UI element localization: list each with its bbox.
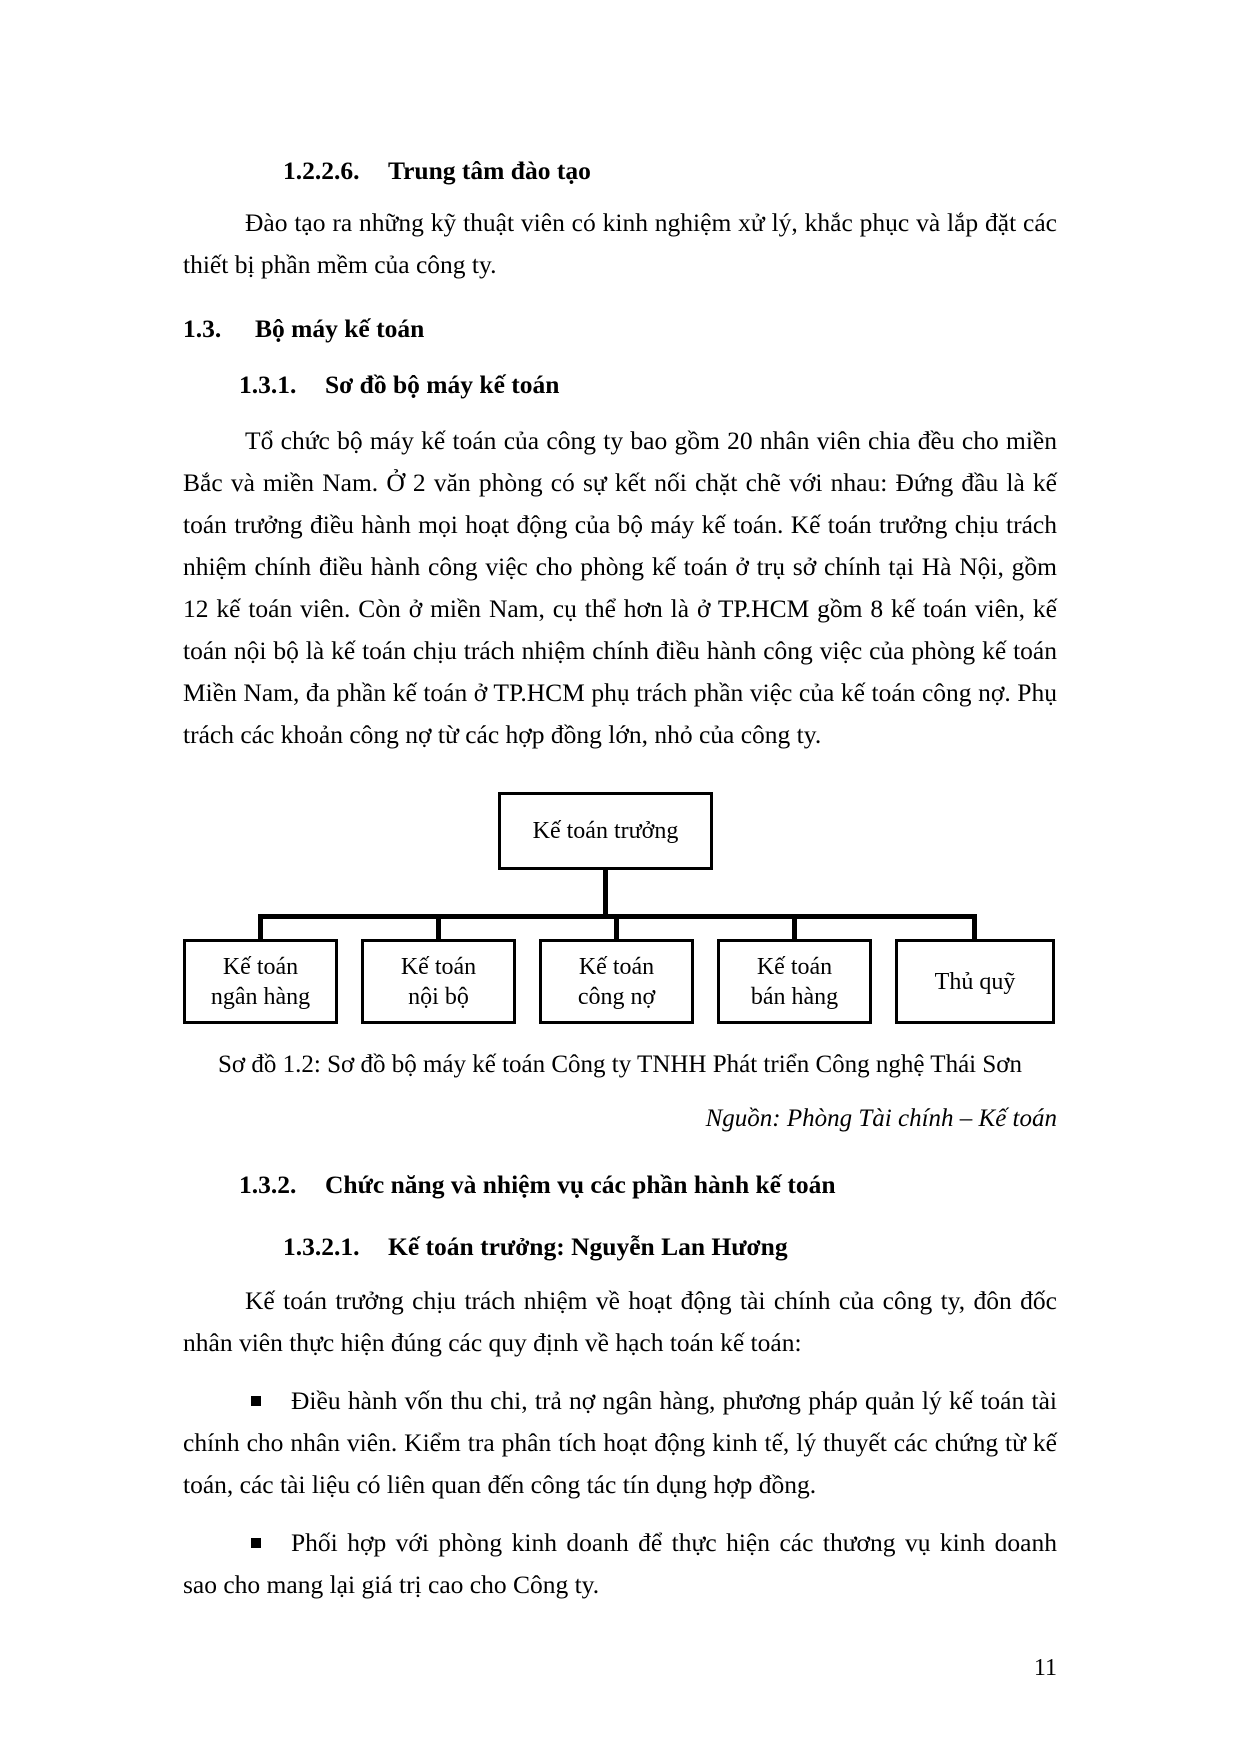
chart-caption: Sơ đồ 1.2: Sơ đồ bộ máy kế toán Công ty TNHH Phát triển Công nghệ Thái Sơn (218, 1051, 1022, 1078)
org-chart (183, 792, 1057, 1024)
org-node-bank-accounting-line2: ngân hàng (210, 983, 311, 1010)
org-node-treasurer-line1: Thủ quỹ (934, 968, 1016, 995)
heading-1-3-number: 1.3. (183, 314, 222, 343)
org-node-receivables-accounting-line2: công nợ (577, 983, 656, 1010)
heading-1-3-2 (183, 1164, 1057, 1206)
heading-1-3-2-title: Chức năng và nhiệm vụ các phần hành kế toán (325, 1170, 836, 1199)
heading-1-3-1-title: Sơ đồ bộ máy kế toán (325, 370, 560, 399)
heading-1-2-2-6-number: 1.2.2.6. (283, 156, 360, 185)
heading-1-3-2-1-title: Kế toán trưởng: Nguyễn Lan Hương (388, 1232, 788, 1261)
heading-1-3 (183, 308, 1057, 350)
org-node-treasurer (895, 939, 1055, 1024)
square-bullet-icon (251, 1396, 261, 1406)
heading-1-3-1 (183, 364, 1057, 406)
heading-1-3-title: Bộ máy kế toán (255, 314, 425, 343)
paragraph-training-center: Đào tạo ra những kỹ thuật viên có kinh nghiệm xử lý, khắc phục và lắp đặt các thiết bị phần mềm của công ty. (183, 208, 1057, 279)
org-node-internal-accounting-line1: Kế toán (400, 953, 477, 980)
org-node-chief-accountant-label: Kế toán trưởng (532, 818, 679, 844)
heading-1-3-2-1 (183, 1226, 1057, 1268)
chart-source-note: Nguồn: Phòng Tài chính – Kế toán (705, 1105, 1057, 1132)
org-node-chief-accountant (498, 792, 713, 870)
connector-root-vertical (603, 870, 608, 916)
heading-1-2-2-6-title: Trung tâm đào tạo (388, 156, 591, 185)
org-node-receivables-accounting (539, 939, 694, 1024)
connector-leaf-3-vertical (792, 914, 797, 941)
heading-1-3-2-number: 1.3.2. (239, 1170, 297, 1199)
connector-leaf-4-vertical (972, 914, 977, 941)
org-node-sales-accounting-line1: Kế toán (756, 953, 833, 980)
org-node-sales-accounting (717, 939, 872, 1024)
org-node-bank-accounting (183, 939, 338, 1024)
list-item-text: Phối hợp với phòng kinh doanh để thực hiện các thương vụ kinh doanh sao cho mang lại giá trị cao cho Công ty. (183, 1528, 1057, 1599)
paragraph-accounting-structure: Tổ chức bộ máy kế toán của công ty bao gồm 20 nhân viên chia đều cho miền Bắc và miền Nam. Ở 2 văn phòng có sự kết nối chặt chẽ với nhau: Đứng đầu là kế toán trưởng điều hành mọi hoạt động của bộ máy kế toán. Kế toán trưởng chịu trách nhiệm chính điều hành công việc cho phòng kế toán ở trụ sở chính tại Hà Nội, gồm 12 kế toán viên. Còn ở miền Nam, cụ thể hơn là ở TP.HCM gồm 8 kế toán viên, kế toán nội bộ là kế toán chịu trách nhiệm chính điều hành công việc của phòng kế toán Miền Nam, đa phần kế toán ở TP.HCM phụ trách phần việc của kế toán công nợ. Phụ trách các khoản công nợ từ các hợp đồng lớn, nhỏ của công ty. (183, 426, 1057, 749)
list-item (183, 1522, 1057, 1606)
org-node-internal-accounting-line2: nội bộ (408, 983, 469, 1010)
square-bullet-icon (251, 1538, 261, 1548)
org-node-internal-accounting (361, 939, 516, 1024)
paragraph-chief-accountant-duties: Kế toán trưởng chịu trách nhiệm về hoạt động tài chính của công ty, đôn đốc nhân viên thực hiện đúng các quy định về hạch toán kế toán: (183, 1286, 1057, 1357)
connector-leaf-0-vertical (258, 914, 263, 941)
page-number: 11 (1033, 1655, 1057, 1681)
heading-1-2-2-6 (183, 150, 1057, 192)
heading-1-3-2-1-number: 1.3.2.1. (283, 1232, 360, 1261)
connector-leaf-1-vertical (436, 914, 441, 941)
list-item-text: Điều hành vốn thu chi, trả nợ ngân hàng, phương pháp quản lý kế toán tài chính cho nhân viên. Kiểm tra phân tích hoạt động kinh tế, lý thuyết các chứng từ kế toán, các tài liệu có liên quan đến công tác tín dụng hợp đồng. (183, 1386, 1057, 1499)
org-node-bank-accounting-line1: Kế toán (222, 953, 299, 980)
list-item (183, 1380, 1057, 1506)
connector-leaf-2-vertical (614, 914, 619, 941)
org-node-sales-accounting-line2: bán hàng (750, 983, 839, 1010)
heading-1-3-1-number: 1.3.1. (239, 370, 297, 399)
org-node-receivables-accounting-line1: Kế toán (578, 953, 655, 980)
